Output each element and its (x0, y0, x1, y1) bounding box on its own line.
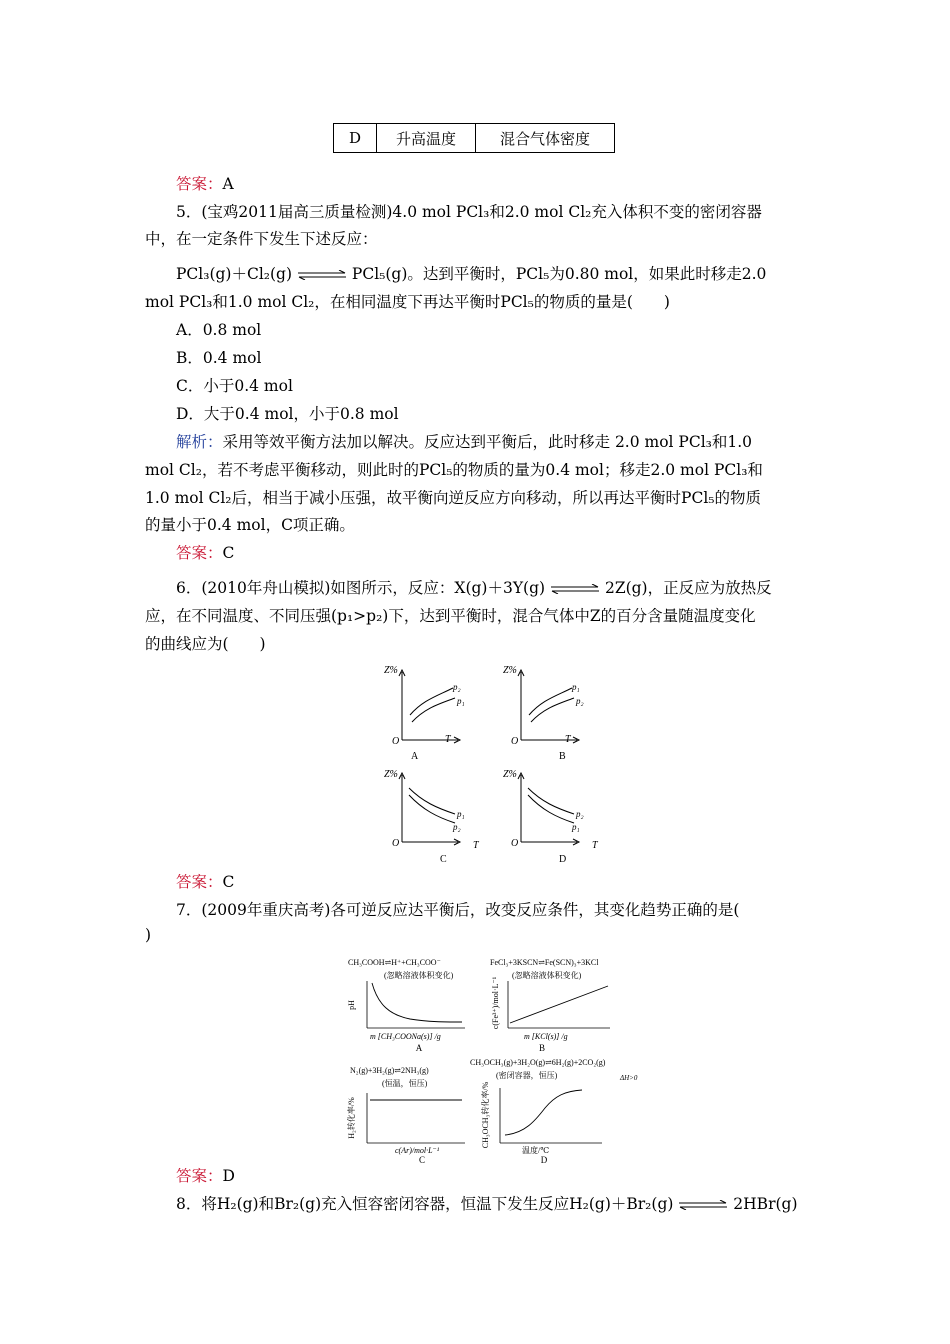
y-axis-label: Z% (384, 665, 398, 676)
condition-note: (忽略溶液体积变化) (512, 971, 582, 980)
y-axis-label: H₂转化率/% (347, 1097, 356, 1139)
graph-letter: B (538, 1043, 546, 1053)
x-axis-label: T (592, 840, 598, 851)
question-7-line-1: 7．(2009年重庆高考)各可逆反应达平衡后，改变反应条件，其变化趋势正确的是( (176, 901, 740, 919)
equilibrium-arrow-icon (550, 584, 600, 594)
graph-d (470, 1058, 638, 1165)
y-axis-label: Z% (503, 665, 517, 676)
question-5-line-1: 5．(宝鸡2011届高三质量检测)4.0 mol PCl₃和2.0 mol Cl₂充入体积不变的密闭容器 (176, 203, 762, 221)
curve-label: p₁ (457, 696, 465, 706)
x-axis-label: T (445, 734, 451, 745)
question-5-equation: PCl₃(g)＋Cl₂(g) PCl₅(g)。达到平衡时，PCl₅为0.80 mol，如果此时移走2.0 (176, 265, 767, 283)
condition-note: ΔH>0 (620, 1074, 638, 1082)
question-6-line-2: 应，在不同温度、不同压强(p₁>p₂)下，达到平衡时，混合气体中Z的百分含量随温度变化 (145, 607, 756, 625)
origin-label: O (511, 736, 519, 747)
graph-letter: C (418, 1155, 426, 1165)
curve-label: p₁ (572, 682, 580, 692)
question-5-line-4: mol PCl₃和1.0 mol Cl₂，在相同温度下再达平衡时PCl₅的物质的量是( ) (145, 293, 670, 311)
option-b: B．0.4 mol (176, 349, 262, 367)
x-axis-label: m [KCl(s)] /g (524, 1032, 568, 1041)
table-row (334, 124, 615, 153)
x-axis-label: m [CH₃COONa(s)] /g (370, 1032, 441, 1041)
table-cell: 升高温度 (377, 124, 476, 153)
option-a: A．0.8 mol (176, 321, 262, 339)
graph-d (503, 769, 599, 865)
x-axis-label: T (473, 840, 479, 851)
option-c: C．小于0.4 mol (176, 377, 293, 395)
x-axis-label: T (565, 734, 571, 745)
question-6-line-1: 6．(2010年舟山模拟)如图所示，反应：X(g)＋3Y(g) 2Z(g)，正反应为放热反 (176, 579, 772, 597)
y-axis-label: c(Fe³⁺)/mol·L⁻¹ (491, 976, 500, 1030)
answer-line: 答案：C (176, 873, 235, 891)
origin-label: O (392, 736, 400, 747)
answer-line: 答案：D (176, 1167, 235, 1185)
answer-line: 答案：C (176, 544, 235, 562)
reaction-title: CH₃COOH⇌H⁺+CH₃COO⁻ (348, 958, 441, 967)
curve-label: p₂ (453, 822, 461, 832)
question-7-figure (340, 953, 660, 1165)
analysis-line-4: 的量小于0.4 mol，C项正确。 (145, 516, 355, 534)
graph-letter: B (559, 751, 566, 762)
analysis-line-3: 1.0 mol Cl₂后，相当于减小压强，故平衡向逆反应方向移动，所以再达平衡时PCl₅的物质 (145, 489, 761, 507)
graph-c (346, 1066, 465, 1165)
graph-letter: D (540, 1155, 548, 1165)
question-5-line-2: 中，在一定条件下发生下述反应： (145, 230, 378, 248)
question-8-line-1: 8．将H₂(g)和Br₂(g)充入恒容密闭容器，恒温下发生反应H₂(g)＋Br₂(g) 2HBr(g) (176, 1195, 798, 1213)
graph-b (503, 665, 584, 762)
condition-note: (忽略溶液体积变化) (384, 971, 454, 980)
option-d: D．大于0.4 mol，小于0.8 mol (176, 405, 399, 423)
graph-b (490, 958, 610, 1053)
answer-line: 答案：A (176, 175, 234, 193)
graph-letter: D (559, 854, 567, 865)
options-table-fragment (333, 123, 615, 153)
reaction-title: N₂(g)+3H₂(g)⇌2NH₃(g) (350, 1066, 429, 1075)
equilibrium-arrow-icon (678, 1200, 728, 1210)
question-6-line-3: 的曲线应为( ) (145, 635, 266, 653)
condition-note: (恒温，恒压) (382, 1079, 428, 1088)
curve-label: p₂ (576, 696, 584, 706)
graph-c (384, 769, 480, 865)
x-axis-label: c(Ar)/mol·L⁻¹ (395, 1146, 440, 1155)
question-7-line-2: ) (145, 926, 152, 944)
graph-letter: A (415, 1043, 423, 1053)
origin-label: O (511, 838, 519, 849)
origin-label: O (392, 838, 400, 849)
curve-label: p₂ (453, 682, 461, 692)
analysis-line-2: mol Cl₂，若不考虑平衡移动，则此时的PCl₅的物质的量为0.4 mol；移走2.0 mol PCl₃和 (145, 461, 763, 479)
curve-label: p₂ (576, 809, 584, 819)
graph-letter: A (411, 751, 419, 762)
y-axis-label: Z% (384, 769, 398, 780)
graph-a (347, 958, 465, 1053)
reaction-title: FeCl₃+3KSCN⇌Fe(SCN)₃+3KCl (490, 958, 599, 967)
condition-note: (密闭容器，恒压) (496, 1071, 558, 1080)
reaction-title: CH₃OCH₃(g)+3H₂O(g)⇌6H₂(g)+2CO₂(g) (470, 1058, 606, 1067)
curve-label: p₁ (457, 809, 465, 819)
x-axis-label: 温度/℃ (522, 1146, 550, 1155)
graph-letter: C (440, 854, 447, 865)
y-axis-label: Z% (503, 769, 517, 780)
y-axis-label: pH (347, 1000, 356, 1010)
y-axis-label: CH₃OCH₃转化率/% (481, 1081, 490, 1149)
table-cell: 混合气体密度 (476, 124, 615, 153)
curve-label: p₁ (572, 822, 580, 832)
analysis-line-1: 解析：采用等效平衡方法加以解决。反应达到平衡后，此时移走 2.0 mol PCl₃和1.0 (176, 433, 753, 451)
table-cell: D (334, 124, 377, 153)
equilibrium-arrow-icon (297, 270, 347, 280)
graph-a (384, 665, 465, 762)
question-6-figure (365, 660, 615, 870)
